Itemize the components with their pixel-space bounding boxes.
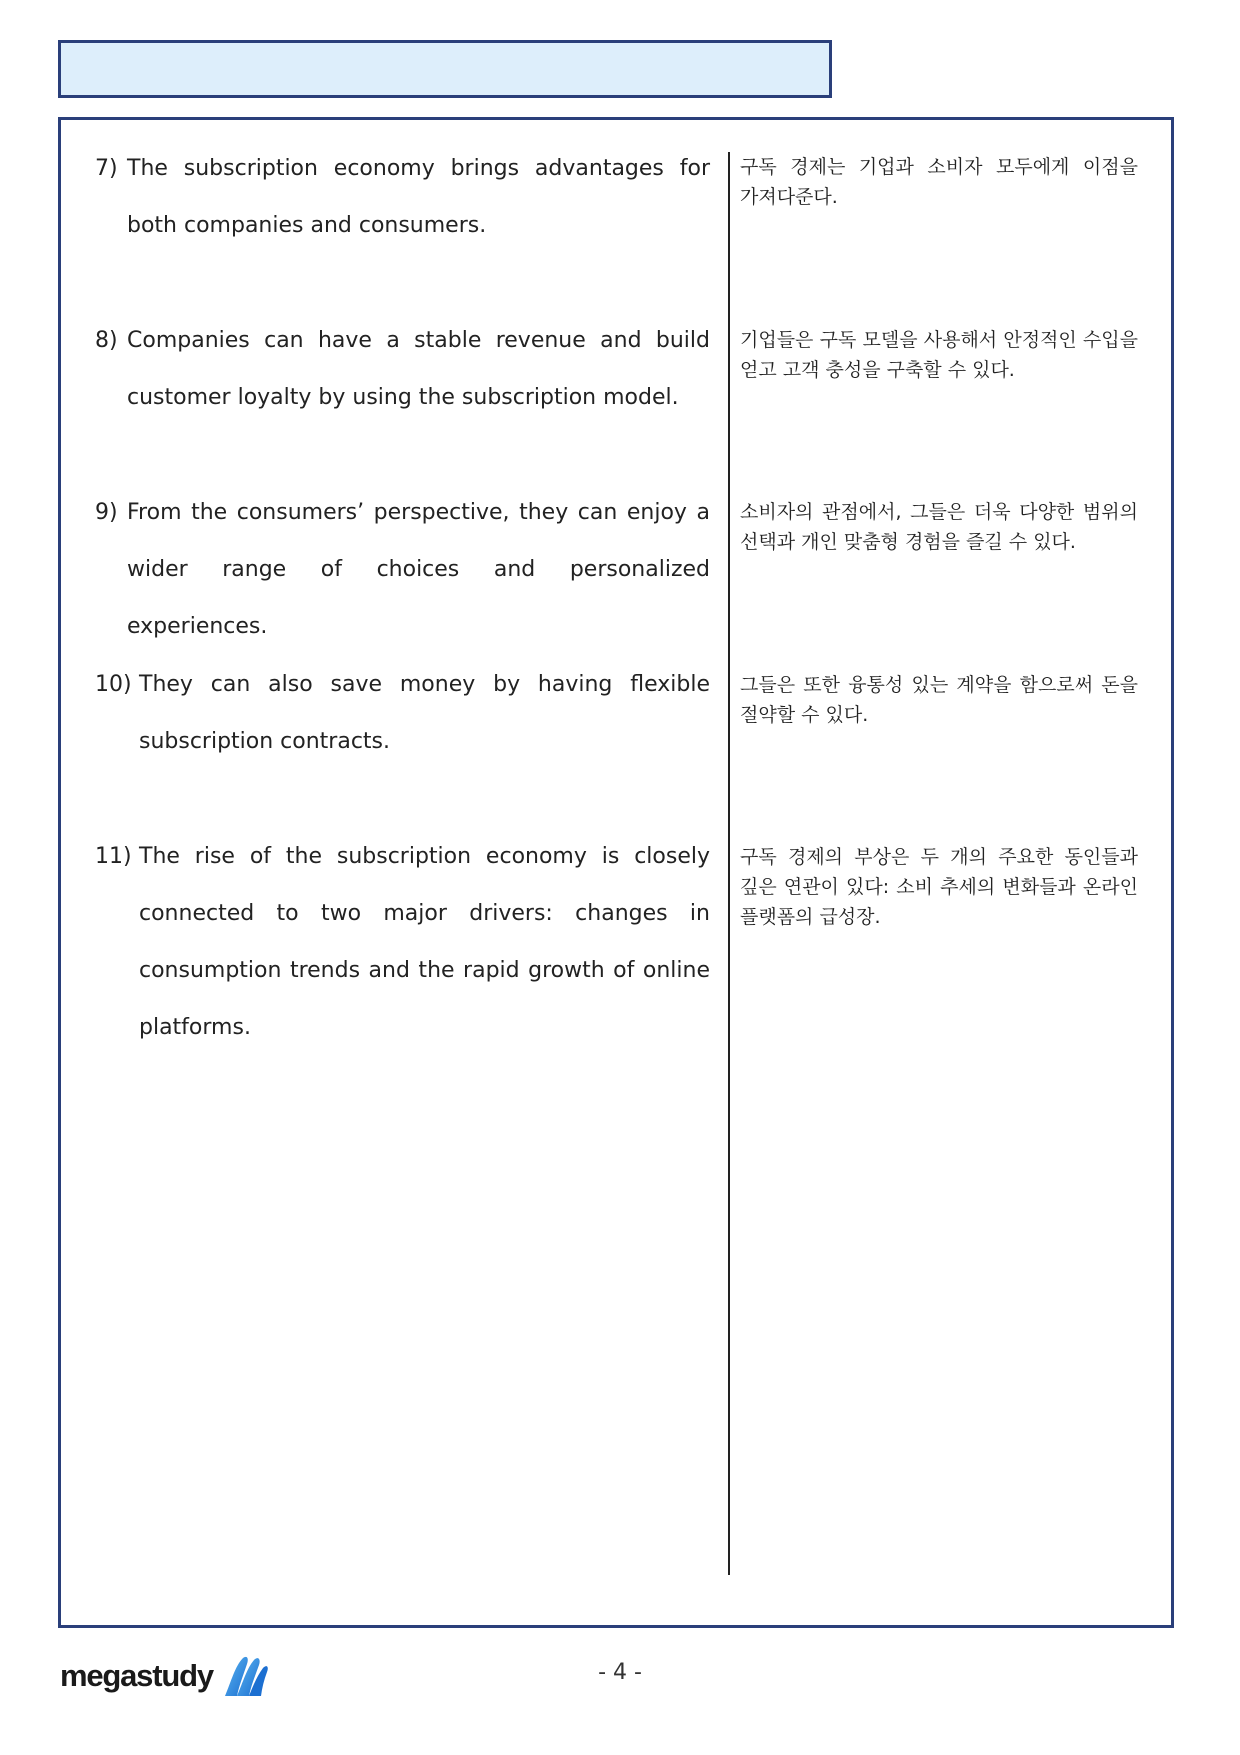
item-number: 8) (95, 328, 118, 353)
english-text: They can also save money by having flexible subscription contracts. (139, 672, 710, 754)
korean-translation-11: 구독 경제의 부상은 두 개의 주요한 동인들과 깊은 연관이 있다: 소비 추세의 변화들과 온라인 플랫폼의 급성장. (740, 846, 1138, 928)
korean-translation-8: 기업들은 구독 모델을 사용해서 안정적인 수입을 얻고 고객 충성을 구축할 수 있다. (740, 329, 1138, 381)
item-number: 11) (95, 844, 132, 869)
english-text: The subscription economy brings advantages for both companies and consumers. (127, 156, 710, 238)
english-sentence-10 (95, 656, 710, 770)
item-number: 9) (95, 500, 118, 525)
header-title-box (58, 40, 832, 98)
megastudy-m-icon (221, 1652, 271, 1700)
english-text: Companies can have a stable revenue and build customer loyalty by using the subscription model. (127, 328, 710, 410)
english-sentence-8 (95, 312, 710, 426)
english-sentence-9 (95, 484, 710, 655)
item-number: 7) (95, 156, 118, 181)
logo-text: megastudy (60, 1658, 213, 1693)
korean-translation-7: 구독 경제는 기업과 소비자 모두에게 이점을 가져다준다. (740, 156, 1138, 208)
megastudy-logo (60, 1652, 271, 1700)
korean-translation-10: 그들은 또한 융통성 있는 계약을 함으로써 돈을 절약할 수 있다. (740, 674, 1138, 726)
english-text: From the consumers’ perspective, they can enjoy a wider range of choices and personalized experiences. (127, 500, 710, 639)
english-text: The rise of the subscription economy is closely connected to two major drivers: changes in consumption trends and the rapid growth of online platforms. (139, 844, 710, 1040)
item-number: 10) (95, 672, 132, 697)
english-sentence-11 (95, 828, 710, 1056)
english-sentence-7 (95, 140, 710, 254)
page-number: - 4 - (598, 1660, 642, 1685)
korean-translation-9: 소비자의 관점에서, 그들은 더욱 다양한 범위의 선택과 개인 맞춤형 경험을 즐길 수 있다. (740, 501, 1138, 553)
column-divider (728, 152, 730, 1575)
